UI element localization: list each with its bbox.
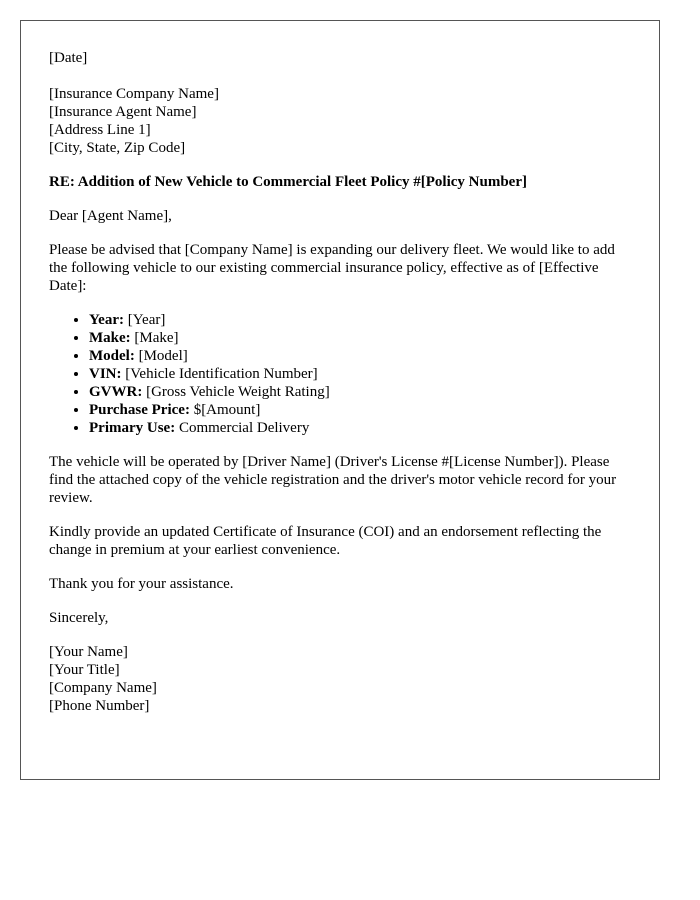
detail-label: Purchase Price: xyxy=(89,402,190,418)
recipient-agent: [Insurance Agent Name] xyxy=(49,104,197,120)
detail-value: [Year] xyxy=(123,312,166,328)
list-item xyxy=(89,347,631,365)
list-item xyxy=(89,329,631,347)
letter-page xyxy=(20,20,660,780)
recipient-address xyxy=(49,85,631,157)
detail-value: [Make] xyxy=(130,330,179,346)
detail-label: GVWR: xyxy=(89,384,143,400)
list-item xyxy=(89,365,631,383)
detail-value: [Gross Vehicle Weight Rating] xyxy=(142,384,330,400)
detail-label: Model: xyxy=(89,348,135,364)
subject-line: RE: Addition of New Vehicle to Commercial Fleet Policy #[Policy Number] xyxy=(49,174,527,190)
detail-value: [Model] xyxy=(134,348,188,364)
detail-label: Year: xyxy=(89,312,124,328)
signer-title: [Your Title] xyxy=(49,662,120,678)
detail-label: Primary Use: xyxy=(89,420,176,436)
thanks-line: Thank you for your assistance. xyxy=(49,576,234,592)
detail-label: Make: xyxy=(89,330,131,346)
intro-paragraph: Please be advised that [Company Name] is expanding our delivery fleet. We would like to add the following vehicle to our existing commercial insurance policy, effective as of [Effective Date]: xyxy=(49,242,615,294)
list-item xyxy=(89,383,631,401)
list-item xyxy=(89,401,631,419)
detail-value: $[Amount] xyxy=(189,402,261,418)
operator-paragraph: The vehicle will be operated by [Driver Name] (Driver's License #[License Number]). Please find the attached copy of the vehicle registration and the driver's motor vehicle record for your review. xyxy=(49,454,617,506)
list-item xyxy=(89,311,631,329)
signature-block xyxy=(49,643,631,715)
list-item xyxy=(89,419,631,437)
signer-company: [Company Name] xyxy=(49,680,157,696)
recipient-address-line: [Address Line 1] xyxy=(49,122,151,138)
vehicle-details-list xyxy=(49,311,631,437)
detail-value: [Vehicle Identification Number] xyxy=(121,366,318,382)
recipient-company: [Insurance Company Name] xyxy=(49,86,219,102)
detail-label: VIN: xyxy=(89,366,122,382)
recipient-city-state-zip: [City, State, Zip Code] xyxy=(49,140,186,156)
signer-phone: [Phone Number] xyxy=(49,698,150,714)
closing-line: Sincerely, xyxy=(49,610,109,626)
detail-value: Commercial Delivery xyxy=(175,420,310,436)
salutation: Dear [Agent Name], xyxy=(49,208,172,224)
letter-date: [Date] xyxy=(49,50,88,66)
signer-name: [Your Name] xyxy=(49,644,128,660)
request-paragraph: Kindly provide an updated Certificate of Insurance (COI) and an endorsement reflecting the change in premium at your earliest convenience. xyxy=(49,524,602,558)
